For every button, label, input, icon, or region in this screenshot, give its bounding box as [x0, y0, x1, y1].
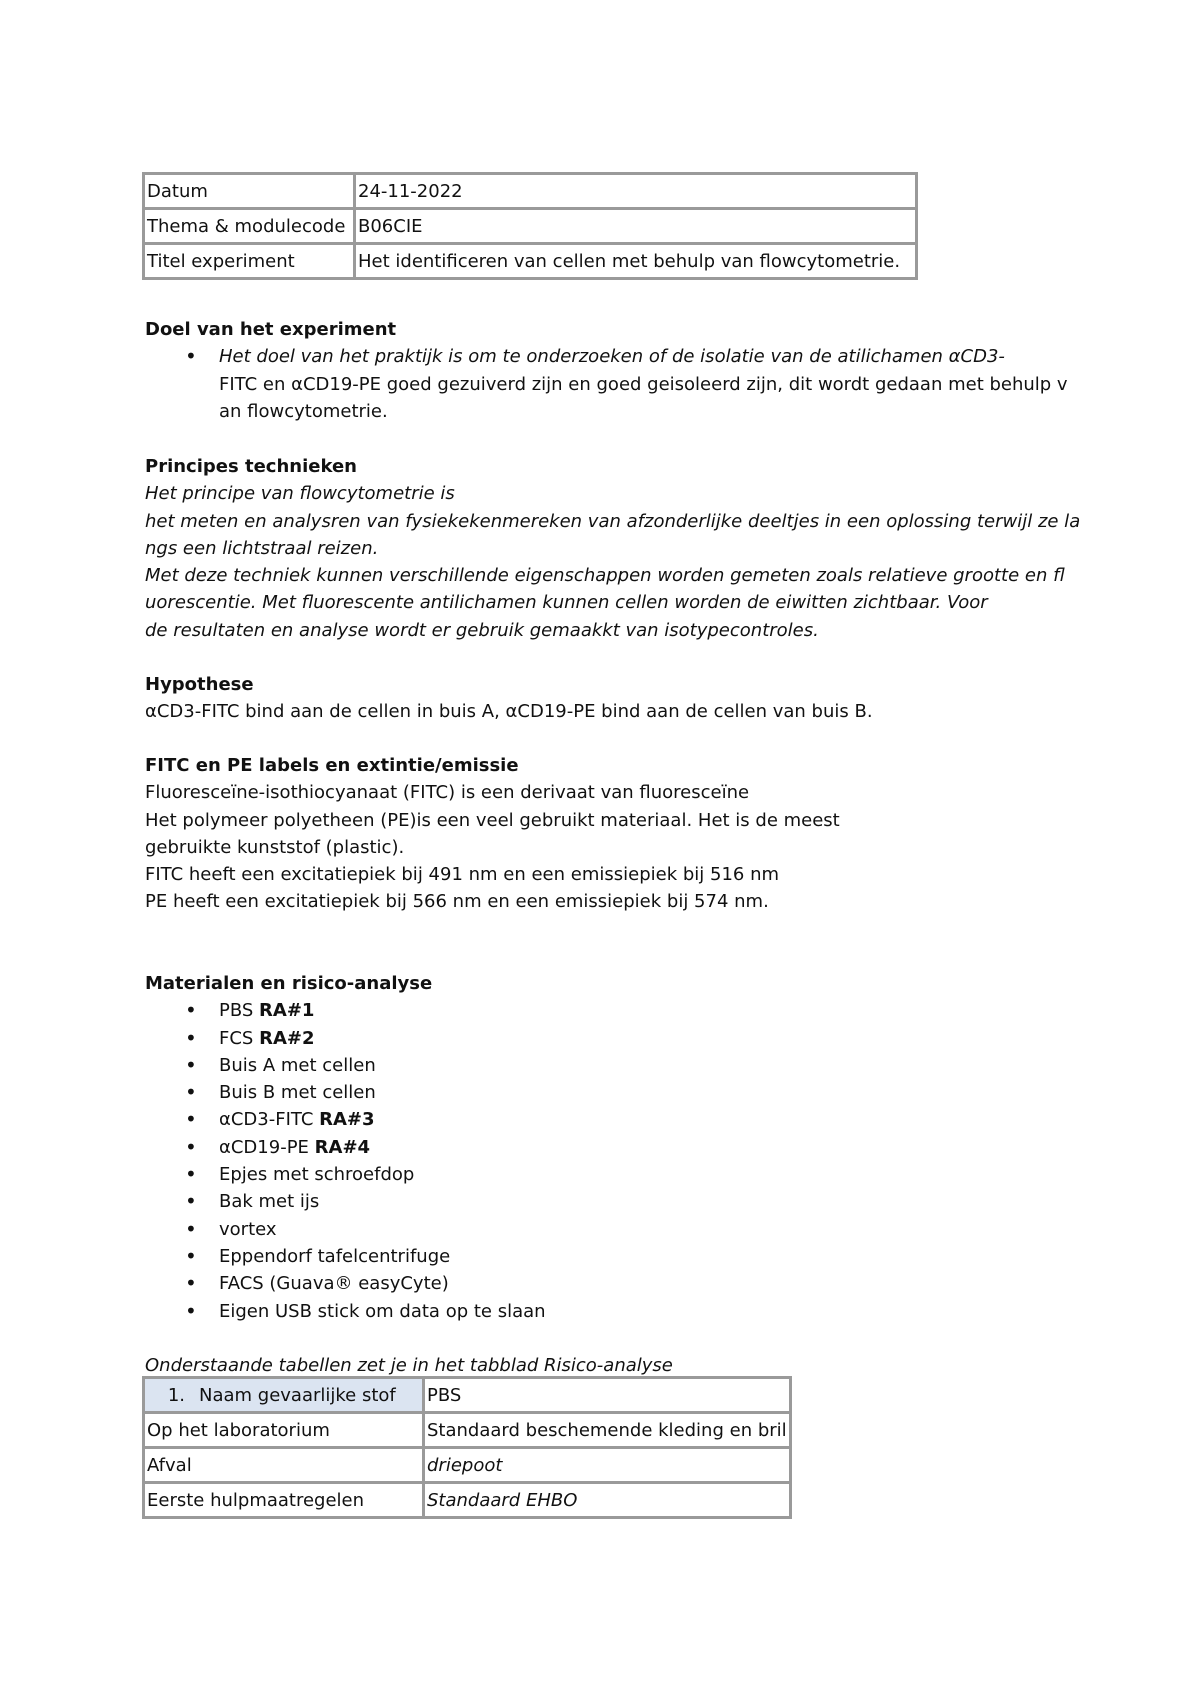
- item-text: vortex: [219, 1218, 277, 1240]
- list-item: [145, 997, 546, 1024]
- principes-section: [145, 453, 1080, 644]
- table-row: [144, 1483, 791, 1518]
- paragraph-line: ngs een lichtstraal reizen.: [145, 537, 379, 559]
- paragraph-line: PE heeft een excitatiepiek bij 566 nm en een emissiepiek bij 574 nm.: [145, 891, 769, 913]
- list-item: [145, 1270, 546, 1297]
- labels-section: [145, 752, 840, 916]
- risk-key: Op het laboratorium: [144, 1413, 424, 1448]
- paragraph-line: Het polymeer polyetheen (PE)is een veel gebruikt materiaal. Het is de meest: [145, 809, 840, 831]
- risk-value: Standaard EHBO: [424, 1483, 791, 1518]
- risk-key: Afval: [144, 1448, 424, 1483]
- meta-value: Het identificeren van cellen met behulp van flowcytometrie.: [355, 244, 917, 279]
- hypothese-section: [145, 671, 873, 726]
- doel-continuation: [145, 371, 1068, 426]
- table-row: [144, 244, 917, 279]
- paragraph-line: FITC heeft een excitatiepiek bij 491 nm en een emissiepiek bij 516 nm: [145, 864, 780, 886]
- section-heading: FITC en PE labels en extintie/emissie: [145, 755, 519, 776]
- risk-key: [144, 1378, 424, 1413]
- meta-table: [142, 172, 918, 280]
- paragraph-line: Met deze techniek kunnen verschillende eigenschappen worden gemeten zoals relatieve grootte en fl: [145, 565, 1065, 587]
- item-text: Eppendorf tafelcentrifuge: [219, 1245, 451, 1267]
- list-item: [145, 1079, 546, 1106]
- risk-key-label: Naam gevaarlijke stof: [199, 1384, 396, 1406]
- list-item: [145, 1106, 546, 1133]
- risk-tag: RA#1: [259, 1000, 315, 1022]
- risk-value: PBS: [424, 1378, 791, 1413]
- item-text: αCD19-PE: [219, 1136, 315, 1158]
- meta-key: Datum: [144, 174, 355, 209]
- list-item: [145, 1188, 546, 1215]
- paragraph-line: gebruikte kunststof (plastic).: [145, 836, 405, 858]
- paragraph-line: de resultaten en analyse wordt er gebruik gemaakkt van isotypecontroles.: [145, 619, 819, 641]
- table-row: [144, 209, 917, 244]
- paragraph-line: uorescentie. Met fluorescente antilichamen kunnen cellen worden de eiwitten zichtbaar. Voor: [145, 592, 988, 614]
- risk-tag: RA#2: [259, 1027, 315, 1049]
- item-text: Buis B met cellen: [219, 1082, 376, 1104]
- table-row: [144, 174, 917, 209]
- item-text: Eigen USB stick om data op te slaan: [219, 1300, 546, 1322]
- list-item: [145, 1298, 546, 1325]
- risk-intro: Onderstaande tabellen zet je in het tabblad Risico-analyse: [145, 1355, 673, 1376]
- section-heading: Materialen en risico-analyse: [145, 973, 433, 994]
- section-heading: Doel van het experiment: [145, 319, 397, 340]
- paragraph-line: het meten en analysren van fysiekekenmereken van afzonderlijke deeltjes in een oplossing terwijl ze la: [145, 510, 1081, 532]
- paragraph-line: αCD3-FITC bind aan de cellen in buis A, αCD19-PE bind aan de cellen van buis B.: [145, 701, 873, 723]
- meta-value: B06CIE: [355, 209, 917, 244]
- meta-key: Thema & modulecode: [144, 209, 355, 244]
- paragraph-line: Fluoresceïne-isothiocyanaat (FITC) is een derivaat van fluoresceïne: [145, 782, 750, 804]
- doel-list: [145, 343, 1068, 370]
- list-item: [145, 1052, 546, 1079]
- list-item: [145, 1216, 546, 1243]
- item-text: FCS: [219, 1027, 260, 1049]
- paragraph-line: Het principe van flowcytometrie is: [145, 483, 455, 505]
- meta-key: Titel experiment: [144, 244, 355, 279]
- table-row: [144, 1413, 791, 1448]
- doel-line: FITC en αCD19-PE goed gezuiverd zijn en goed geisoleerd zijn, dit wordt gedaan met behulp v: [219, 373, 1068, 395]
- risk-key: Eerste hulpmaatregelen: [144, 1483, 424, 1518]
- doel-line: Het doel van het praktijk is om te onderzoeken of de isolatie van de atilichamen αCD3-: [219, 346, 1005, 368]
- risk-value: Standaard beschemende kleding en bril: [424, 1413, 791, 1448]
- materialen-section: [145, 970, 546, 1325]
- doel-line: an flowcytometrie.: [219, 400, 388, 422]
- list-item: [145, 1161, 546, 1188]
- list-item: [145, 1025, 546, 1052]
- row-number: 1.: [167, 1384, 185, 1406]
- list-item: [145, 1134, 546, 1161]
- list-item: [145, 343, 1068, 370]
- doel-section: [145, 316, 1068, 425]
- risk-value: driepoot: [424, 1448, 791, 1483]
- section-heading: Hypothese: [145, 674, 254, 695]
- table-row: [144, 1448, 791, 1483]
- item-text: PBS: [219, 1000, 260, 1022]
- meta-value: 24-11-2022: [355, 174, 917, 209]
- item-text: Buis A met cellen: [219, 1054, 376, 1076]
- item-text: αCD3-FITC: [219, 1109, 320, 1131]
- risk-tag: RA#4: [314, 1136, 371, 1158]
- materialen-list: [145, 997, 546, 1325]
- item-text: Bak met ijs: [219, 1191, 320, 1213]
- item-text: Epjes met schroefdop: [219, 1164, 415, 1186]
- item-text: FACS (Guava® easyCyte): [219, 1273, 449, 1295]
- risk-tag: RA#3: [319, 1109, 375, 1131]
- list-item: [145, 1243, 546, 1270]
- table-row: [144, 1378, 791, 1413]
- risk-table: [142, 1376, 792, 1519]
- section-heading: Principes technieken: [145, 456, 357, 477]
